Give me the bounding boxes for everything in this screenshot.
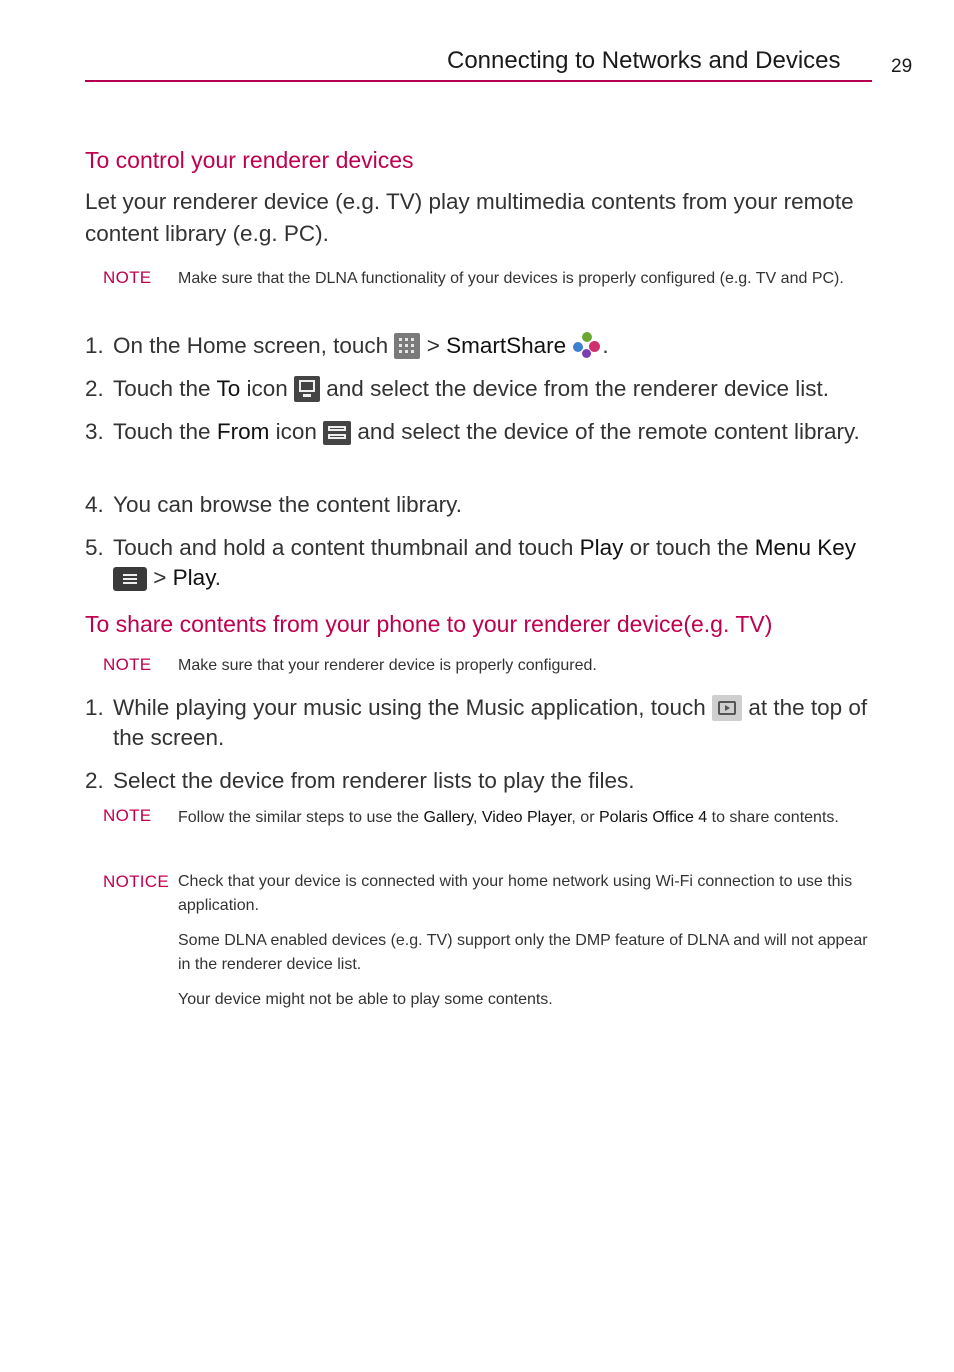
note-text: Follow the similar steps to use the Gallery, Video Player, or Polaris Office 4 to share contents. — [178, 809, 839, 826]
note-label: NOTE — [103, 655, 152, 674]
chapter-title: Connecting to Networks and Devices — [447, 47, 841, 74]
apps-grid-icon — [394, 333, 420, 359]
step-item: On the Home screen, touch > SmartShare . — [113, 333, 609, 358]
to-monitor-icon — [294, 376, 320, 402]
step-number: 1. — [85, 333, 104, 358]
renderer-play-icon — [712, 695, 742, 721]
notice-paragraph: Check that your device is connected with your home network using Wi-Fi connection to use this application. — [178, 873, 853, 914]
note-text: Make sure that your renderer device is properly configured. — [178, 657, 597, 674]
note-label: NOTE — [103, 268, 152, 287]
section-title-control-renderer: To control your renderer devices — [85, 147, 414, 173]
step-number: 3. — [85, 419, 104, 444]
note-label: NOTE — [103, 806, 152, 825]
step-item: Select the device from renderer lists to play the files. — [113, 768, 635, 793]
notice-paragraph: Your device might not be able to play some contents. — [178, 991, 553, 1008]
step-item: You can browse the content library. — [113, 492, 462, 517]
step-number: 4. — [85, 492, 104, 517]
header-divider — [85, 80, 872, 82]
step-number: 2. — [85, 376, 104, 401]
section-intro: Let your renderer device (e.g. TV) play multimedia contents from your remote content library (e.g. PC). — [85, 189, 854, 246]
step-item: Touch the To icon and select the device from the renderer device list. — [113, 376, 830, 401]
step-item: Touch the From icon and select the device of the remote content library. — [113, 419, 860, 444]
note-text: Make sure that the DLNA functionality of your devices is properly configured (e.g. TV and PC). — [178, 270, 844, 287]
step-item: While playing your music using the Music application, touch at the top of the screen. — [113, 695, 868, 750]
from-library-icon — [323, 421, 351, 445]
step-number: 2. — [85, 768, 104, 793]
notice-label: NOTICE — [103, 872, 170, 891]
step-number: 5. — [85, 535, 104, 560]
smartshare-icon — [572, 331, 602, 359]
menu-key-icon — [113, 567, 147, 591]
step-number: 1. — [85, 695, 104, 720]
step-item: Touch and hold a content thumbnail and touch Play or touch the Menu Key > Play. — [113, 535, 857, 590]
page-number: 29 — [891, 56, 913, 77]
notice-paragraph: Some DLNA enabled devices (e.g. TV) support only the DMP feature of DLNA and will not appear in the renderer device list. — [178, 932, 868, 973]
section-title-share-contents: To share contents from your phone to your renderer device(e.g. TV) — [85, 611, 773, 637]
